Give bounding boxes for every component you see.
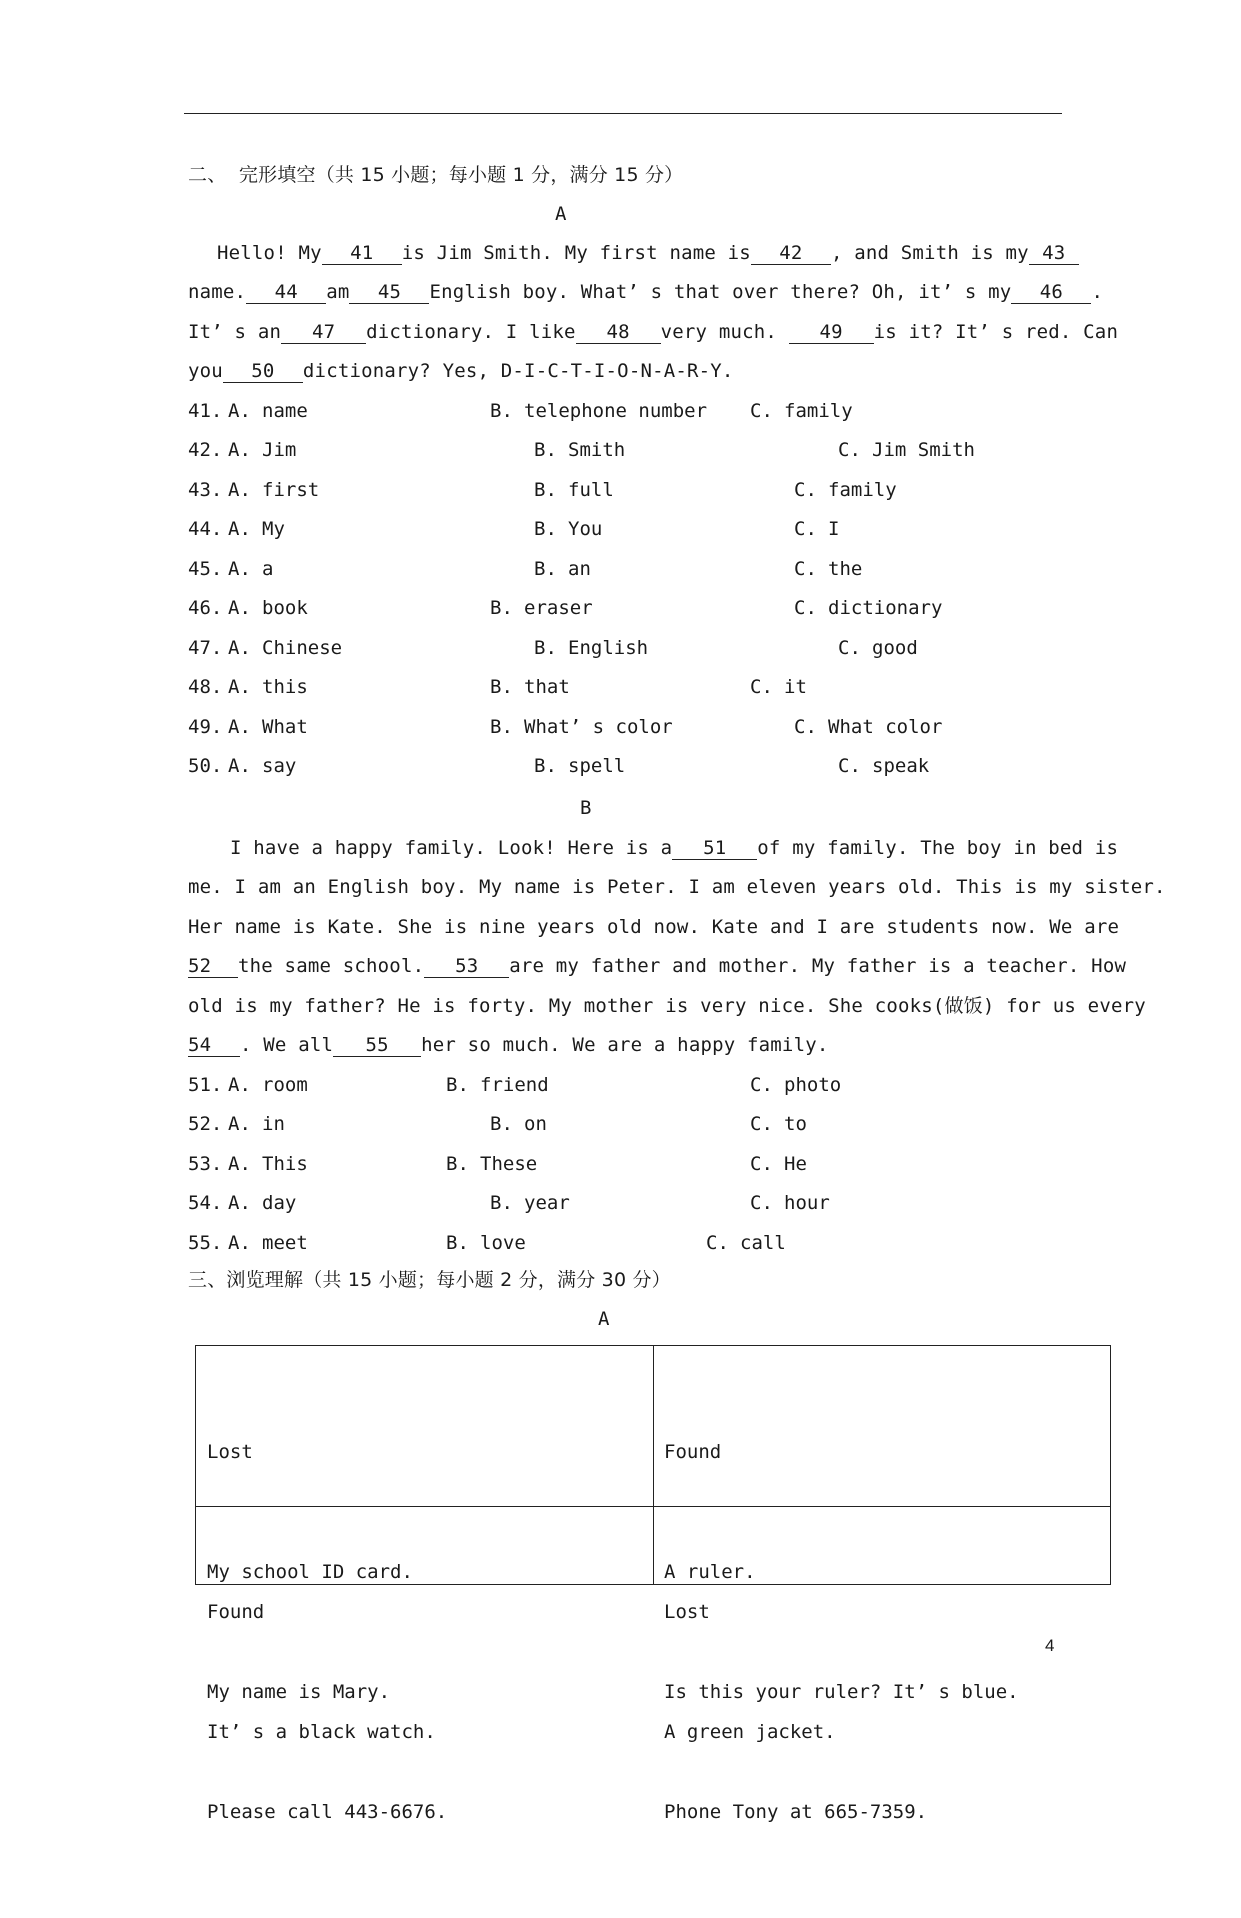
text: English boy. What’ s that over there? Oh, it’ s my: [429, 281, 1012, 303]
text: of my family. The boy in bed is: [757, 837, 1119, 859]
cell-line: It’ s a black watch.: [207, 1721, 436, 1743]
option-b-letter: B.: [446, 1074, 469, 1096]
question-number: 55.: [188, 1232, 223, 1254]
option-a-text: a: [262, 558, 274, 580]
cell-line: My name is Mary.: [207, 1681, 391, 1703]
passage-a-line2: [188, 280, 1104, 304]
option-a-text: this: [262, 676, 308, 698]
cell-line: My school ID card.: [207, 1561, 413, 1583]
option-c-text: Jim Smith: [872, 439, 975, 461]
option-a-text: This: [262, 1153, 308, 1175]
text: are my father and mother. My father is a teacher. How: [509, 955, 1127, 977]
table-cell-found-watch: [196, 1506, 653, 1838]
option-b-letter: B.: [534, 755, 557, 777]
text: name.: [188, 281, 247, 303]
option-b-text: friend: [480, 1074, 549, 1096]
option-b-letter: B.: [490, 1113, 513, 1135]
option-b-text: English: [568, 637, 649, 659]
blank-42[interactable]: 42: [751, 242, 831, 265]
option-a-letter: A.: [228, 479, 251, 501]
option-c-text: call: [740, 1232, 786, 1254]
question-number: 51.: [188, 1074, 223, 1096]
question-number: 52.: [188, 1113, 223, 1135]
option-c-letter: C.: [794, 518, 817, 540]
question-number: 48.: [188, 676, 223, 698]
option-c-letter: C.: [750, 676, 773, 698]
text: you: [188, 360, 223, 382]
blank-45[interactable]: 45: [349, 281, 429, 304]
question-number: 49.: [188, 716, 223, 738]
option-c-letter: C.: [750, 1113, 773, 1135]
blank-54[interactable]: 54: [188, 1034, 240, 1057]
option-a-text: in: [262, 1113, 285, 1135]
option-c-letter: C.: [794, 597, 817, 619]
question-number: 43.: [188, 479, 223, 501]
text: the same school.: [238, 955, 425, 977]
blank-48[interactable]: 48: [576, 321, 661, 344]
cell-line: Found: [207, 1601, 265, 1623]
blank-53[interactable]: 53: [424, 955, 509, 978]
section3-part-a-label: A: [598, 1308, 610, 1330]
passage-b-line4: [188, 954, 1127, 978]
option-a-letter: A.: [228, 676, 251, 698]
option-a-letter: A.: [228, 1192, 251, 1214]
passage-b-line1: [230, 836, 1130, 860]
lost-found-table: [195, 1345, 1111, 1823]
option-b-text: year: [524, 1192, 570, 1214]
cell-line: A ruler.: [664, 1561, 756, 1583]
option-c-letter: C.: [838, 439, 861, 461]
page-number: 4: [1045, 1636, 1055, 1655]
option-b-text: spell: [568, 755, 626, 777]
option-c-text: What color: [828, 716, 943, 738]
blank-43[interactable]: 43: [1029, 242, 1079, 265]
question-number: 41.: [188, 400, 223, 422]
table-cell-lost-jacket: [653, 1506, 1110, 1838]
option-a-letter: A.: [228, 400, 251, 422]
question-number: 42.: [188, 439, 223, 461]
text: , and Smith is my: [830, 242, 1029, 264]
cell-line: Please call 443-6676.: [207, 1801, 448, 1823]
question-number: 50.: [188, 755, 223, 777]
option-a-text: Chinese: [262, 637, 343, 659]
option-c-text: family: [828, 479, 897, 501]
cell-line: Phone Tony at 665-7359.: [664, 1801, 928, 1823]
cell-line: Found: [664, 1441, 722, 1463]
option-a-letter: A.: [228, 716, 251, 738]
option-a-letter: A.: [228, 597, 251, 619]
text: Hello! My: [217, 242, 322, 264]
option-b-letter: B.: [534, 558, 557, 580]
option-a-letter: A.: [228, 518, 251, 540]
option-c-text: dictionary: [828, 597, 943, 619]
blank-49[interactable]: 49: [789, 321, 874, 344]
option-b-text: You: [568, 518, 603, 540]
option-b-letter: B.: [534, 439, 557, 461]
option-c-text: photo: [784, 1074, 842, 1096]
cell-line: Is this your ruler? It’ s blue.: [664, 1681, 1019, 1703]
option-a-text: Jim: [262, 439, 297, 461]
option-b-text: that: [524, 676, 570, 698]
option-a-letter: A.: [228, 439, 251, 461]
question-number: 44.: [188, 518, 223, 540]
option-c-letter: C.: [750, 1153, 773, 1175]
option-c-letter: C.: [794, 558, 817, 580]
option-b-letter: B.: [446, 1153, 469, 1175]
text: I have a happy family. Look! Here is a: [230, 837, 673, 859]
question-number: 45.: [188, 558, 223, 580]
blank-52[interactable]: 52: [188, 955, 238, 978]
blank-47[interactable]: 47: [281, 321, 366, 344]
option-a-text: meet: [262, 1232, 308, 1254]
option-c-text: speak: [872, 755, 930, 777]
part-a-label: A: [555, 203, 567, 225]
option-b-letter: B.: [490, 400, 513, 422]
passage-a-line3: [188, 320, 1119, 344]
part-b-label: B: [580, 797, 592, 819]
passage-a-line4: [188, 359, 1088, 383]
option-c-text: family: [784, 400, 853, 422]
option-c-letter: C.: [706, 1232, 729, 1254]
option-a-text: name: [262, 400, 308, 422]
option-b-text: These: [480, 1153, 538, 1175]
option-c-text: to: [784, 1113, 807, 1135]
option-b-text: full: [568, 479, 614, 501]
option-a-text: day: [262, 1192, 297, 1214]
blank-55[interactable]: 55: [333, 1034, 421, 1057]
text: is it? It’ s red. Can: [873, 321, 1119, 343]
option-c-letter: C.: [794, 479, 817, 501]
option-a-letter: A.: [228, 558, 251, 580]
text: very much.: [660, 321, 778, 343]
passage-b-line2: me. I am an English boy. My name is Peter. I am eleven years old. This is my sister.: [188, 876, 1166, 898]
option-c-text: I: [828, 518, 840, 540]
cell-line: A green jacket.: [664, 1721, 836, 1743]
text: It’ s an: [188, 321, 282, 343]
option-b-text: love: [480, 1232, 526, 1254]
option-c-letter: C.: [750, 1074, 773, 1096]
text: am: [326, 281, 350, 303]
question-number: 54.: [188, 1192, 223, 1214]
option-a-text: room: [262, 1074, 308, 1096]
option-b-letter: B.: [490, 716, 513, 738]
passage-b-line3: Her name is Kate. She is nine years old now. Kate and I are students now. We are: [188, 916, 1120, 938]
option-c-letter: C.: [750, 1192, 773, 1214]
section2-heading: [188, 163, 1088, 187]
passage-b-line5: old is my father? He is forty. My mother is very nice. She cooks(做饭) for us every: [188, 995, 1146, 1017]
text: dictionary? Yes, D-I-C-T-I-O-N-A-R-Y.: [302, 360, 734, 382]
option-c-letter: C.: [838, 637, 861, 659]
option-a-letter: A.: [228, 1074, 251, 1096]
option-b-letter: B.: [534, 479, 557, 501]
option-a-text: book: [262, 597, 308, 619]
option-a-letter: A.: [228, 1153, 251, 1175]
option-a-text: What: [262, 716, 308, 738]
option-b-text: on: [524, 1113, 547, 1135]
option-b-text: an: [568, 558, 591, 580]
text: dictionary. I like: [366, 321, 576, 343]
option-b-text: eraser: [524, 597, 593, 619]
option-c-letter: C.: [794, 716, 817, 738]
option-b-text: telephone number: [524, 400, 708, 422]
text: is Jim Smith. My first name is: [401, 242, 751, 264]
option-b-letter: B.: [490, 597, 513, 619]
section3-heading: 三、浏览理解（共 15 小题；每小题 2 分，满分 30 分）: [188, 1269, 671, 1291]
passage-b-line6: [188, 1033, 1088, 1057]
option-b-letter: B.: [490, 676, 513, 698]
option-c-text: the: [828, 558, 863, 580]
section2-title: 完形填空（共 15 小题；每小题 1 分，满分 15 分）: [238, 164, 684, 186]
passage-a-line1: [217, 241, 1117, 265]
text: her so much. We are a happy family.: [421, 1034, 829, 1056]
option-b-letter: B.: [534, 637, 557, 659]
option-c-text: good: [872, 637, 918, 659]
cell-line: Lost: [664, 1601, 710, 1623]
option-c-letter: C.: [750, 400, 773, 422]
text: .: [1091, 281, 1104, 303]
blank-50[interactable]: 50: [223, 360, 303, 383]
cell-line: Lost: [207, 1441, 253, 1463]
question-number: 47.: [188, 637, 223, 659]
blank-44[interactable]: 44: [246, 281, 326, 304]
option-a-letter: A.: [228, 1232, 251, 1254]
option-b-letter: B.: [490, 1192, 513, 1214]
header-rule: [184, 113, 1062, 114]
question-number: 53.: [188, 1153, 223, 1175]
option-a-text: say: [262, 755, 297, 777]
option-c-text: hour: [784, 1192, 830, 1214]
option-a-letter: A.: [228, 1113, 251, 1135]
option-c-letter: C.: [838, 755, 861, 777]
option-a-letter: A.: [228, 637, 251, 659]
section2-number: 二、: [188, 164, 227, 186]
option-c-text: He: [784, 1153, 807, 1175]
option-c-text: it: [784, 676, 807, 698]
option-a-letter: A.: [228, 755, 251, 777]
option-a-text: first: [262, 479, 320, 501]
blank-41[interactable]: 41: [322, 242, 402, 265]
option-b-letter: B.: [534, 518, 557, 540]
blank-51[interactable]: 51: [672, 837, 757, 860]
option-b-text: Smith: [568, 439, 626, 461]
option-b-text: What’ s color: [524, 716, 673, 738]
blank-46[interactable]: 46: [1011, 281, 1091, 304]
option-b-letter: B.: [446, 1232, 469, 1254]
text: . We all: [240, 1034, 334, 1056]
option-a-text: My: [262, 518, 285, 540]
question-number: 46.: [188, 597, 223, 619]
